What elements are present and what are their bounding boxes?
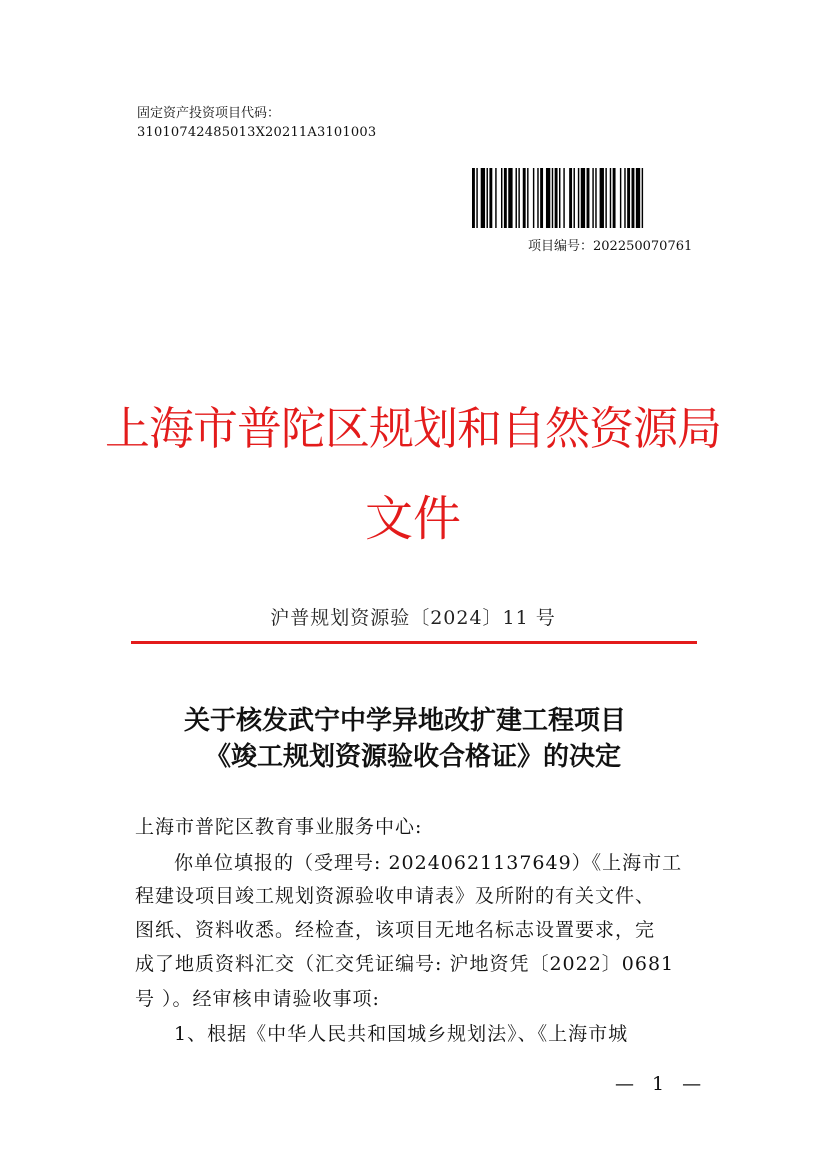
body-line: 图纸、资料收悉。经检查，该项目无地名标志设置要求，完	[135, 919, 656, 941]
document-number: 沪普规划资源验〔2024〕11 号	[270, 607, 556, 629]
document-kind: 文件	[364, 491, 461, 547]
agency-name: 上海市普陀区规划和自然资源局	[104, 402, 721, 455]
body-line: 成了地质资料汇交（汇交凭证编号: 沪地资凭〔2022〕0681	[135, 953, 675, 975]
body-line: 号 ）。经审核申请验收事项:	[135, 988, 380, 1010]
fixed-asset-code-label: 固定资产投资项目代码：	[137, 106, 281, 121]
addressee: 上海市普陀区教育事业服务中心:	[135, 816, 423, 838]
body-line: 1、根据《中华人民共和国城乡规划法》、《上海市城	[174, 1023, 629, 1045]
barcode-image	[472, 168, 692, 228]
page-number: — 1 —	[615, 1073, 708, 1095]
project-number: 项目编号：202250070761	[528, 239, 693, 254]
red-divider	[131, 641, 697, 644]
title-line-1: 关于核发武宁中学异地改扩建工程项目	[183, 706, 626, 736]
body-line: 程建设项目竣工规划资源验收申请表》及所附的有关文件、	[135, 885, 656, 907]
title-line-2: 《竣工规划资源验收合格证》的决定	[204, 742, 621, 772]
body-line: 你单位填报的（受理号: 20240621137649）《上海市工	[174, 852, 683, 874]
fixed-asset-code: 31010742485013X20211A3101003	[137, 125, 377, 140]
